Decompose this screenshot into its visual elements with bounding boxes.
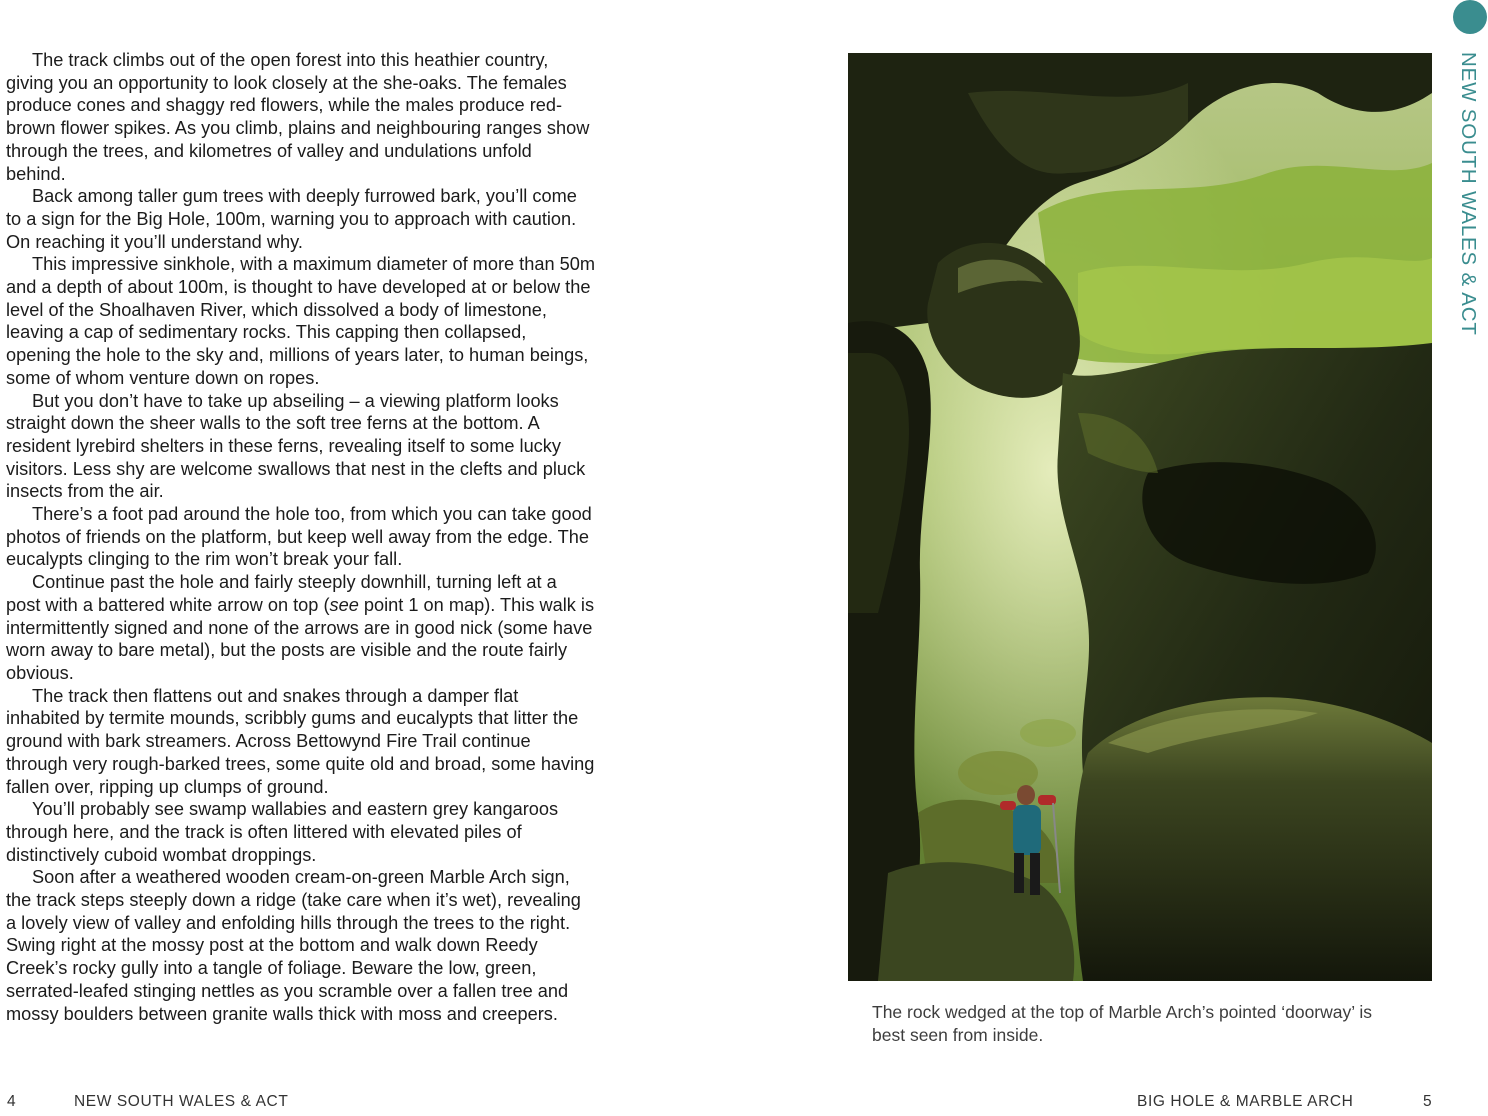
paragraph-6-part-a: Continue past the hole and fairly steeply downhill, turning left at a post with a battered white arrow on top ( xyxy=(6,572,557,615)
right-page-number: 5 xyxy=(1423,1093,1433,1110)
paragraph-6-see: see xyxy=(329,594,359,615)
section-marker-dot xyxy=(1453,0,1487,34)
paragraph-9: Soon after a weathered wooden cream-on-green Marble Arch sign, the track steps steeply down a ridge (take care when it’s wet), revealing a lovely view of valley and enfolding hills through the trees to the right. Swing right at the mossy post at the bottom and walk down Reedy Creek’s rocky gully into a tangle of foliage. Beware the low, green, serrated-leafed stinging nettles as you scramble over a fallen tree and mossy boulders between granite walls thick with moss and creepers. xyxy=(6,867,581,1024)
paragraph-3: This impressive sinkhole, with a maximum diameter of more than 50m and a depth of about 100m, is thought to have developed at or below the level of the Shoalhaven River, which dissolved a body of limestone, leaving a cap of sedimentary rocks. This capping then collapsed, opening the hole to the sky and, millions of years later, to human beings, some of whom venture down on ropes. xyxy=(6,254,596,388)
paragraph-4: But you don’t have to take up abseiling – a viewing platform looks straight down the sheer walls to the soft tree ferns at the bottom. A resident lyrebird shelters in these ferns, revealing itself to some lucky visitors. Less shy are welcome swallows that nest in the clefts and pluck insects from the air. xyxy=(6,390,586,502)
paragraph-5: There’s a foot pad around the hole too, from which you can take good photos of friends on the platform, but keep well away from the edge. The eucalypts clinging to the rim won’t break your fall. xyxy=(6,504,592,570)
paragraph-6-part-b: point 1 on map). This walk is intermittently signed and none of the arrows are in good nick (some have worn away to bare metal), but the posts are visible and the route fairly obvious. xyxy=(6,594,595,683)
left-running-head: NEW SOUTH WALES & ACT xyxy=(74,1093,289,1110)
cave-photo-illustration xyxy=(848,53,1432,981)
left-page-number: 4 xyxy=(7,1093,17,1110)
paragraph-8: You’ll probably see swamp wallabies and eastern grey kangaroos through here, and the track is often littered with elevated piles of distinctively cuboid wombat droppings. xyxy=(6,799,559,865)
paragraph-7: The track then flattens out and snakes through a damper flat inhabited by termite mounds, scribbly gums and eucalypts that litter the ground with bark streamers. Across Bettowynd Fire Trail continue through very rough-barked trees, some quite old and broad, some having fallen over, ripping up clumps of ground. xyxy=(6,685,595,797)
body-text-column xyxy=(6,49,596,1025)
photo-caption: The rock wedged at the top of Marble Arch’s pointed ‘doorway’ is best seen from inside. xyxy=(872,1002,1372,1045)
section-side-tab: NEW SOUTH WALES & ACT xyxy=(1457,52,1480,336)
paragraph-6 xyxy=(6,571,596,685)
paragraph-1: The track climbs out of the open forest into this heathier country, giving you an opportunity to look closely at the she-oaks. The females produce cones and shaggy red flowers, while the males produce red-brown flower spikes. As you climb, plains and neighbouring ranges show through the trees, and kilometres of valley and undulations unfold behind. xyxy=(6,50,590,184)
paragraph-2: Back among taller gum trees with deeply furrowed bark, you’ll come to a sign for the Big Hole, 100m, warning you to approach with caution. On reaching it you’ll understand why. xyxy=(6,186,577,252)
right-running-head: BIG HOLE & MARBLE ARCH xyxy=(1137,1093,1354,1110)
marble-arch-cave-photo xyxy=(848,53,1432,981)
